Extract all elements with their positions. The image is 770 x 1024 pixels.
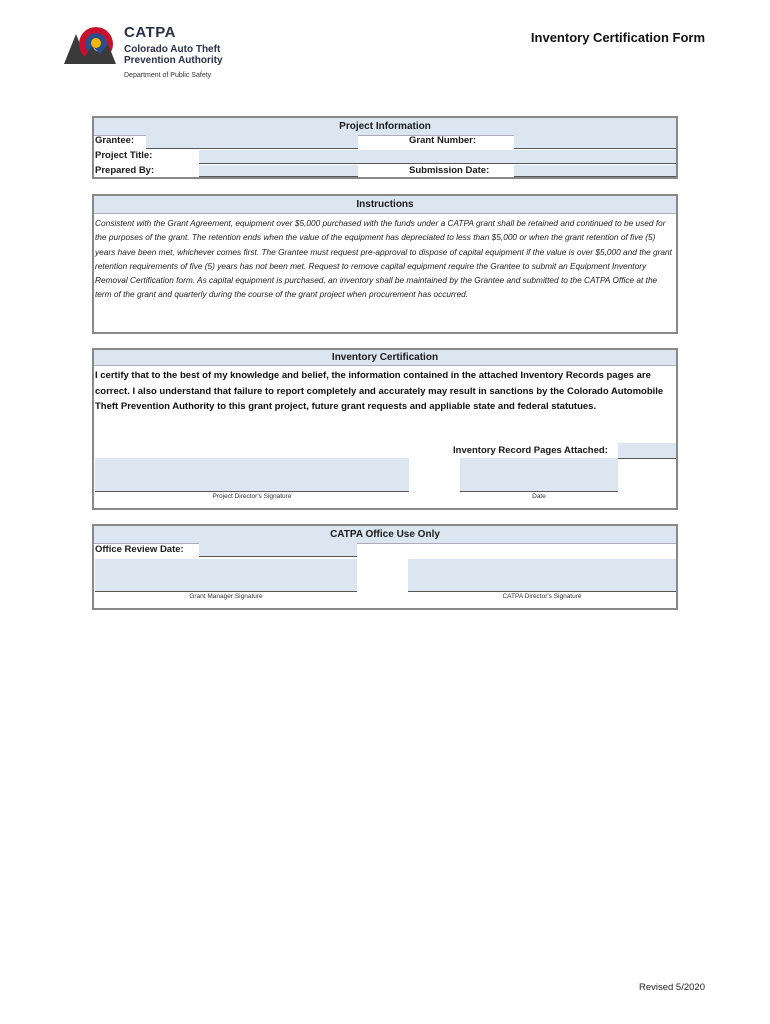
pages-attached-label: Inventory Record Pages Attached: [453,445,608,456]
department-name: Department of Public Safety [124,72,212,79]
org-name-line2: Prevention Authority [124,55,223,66]
catpa-director-signature-field[interactable] [408,559,676,592]
instructions-header: Instructions [94,196,676,214]
office-use-section [92,524,678,610]
office-use-header: CATPA Office Use Only [94,526,676,544]
project-title-field[interactable] [199,150,676,164]
certification-text: I certify that to the best of my knowledge and belief, the information contained in the attached Inventory Records pages are correct. I also understand that failure to report completely and accurately may result in sanctions by the Colorado Automobile Theft Prevention Authority to this grant project, future grant requests and appliable state and federal statutues. [95,370,664,412]
catpa-logo-icon [62,24,118,68]
org-acronym: CATPA [124,24,176,41]
grantee-field[interactable] [146,135,358,149]
director-signature-caption: Project Director's Signature [212,493,292,500]
org-name-line1: Colorado Auto Theft [124,44,221,55]
pages-attached-field[interactable] [618,443,676,459]
prepared-by-label: Prepared By: [95,165,155,176]
prepared-by-field[interactable] [199,165,358,177]
grant-manager-signature-field[interactable] [95,559,357,592]
catpa-director-signature-caption: CATPA Director's Signature [502,593,582,600]
submission-date-label: Submission Date: [409,165,490,176]
inventory-certification-header: Inventory Certification [94,350,676,366]
grant-manager-signature-caption: Grant Manager Signature [189,593,263,600]
project-information-header: Project Information [94,118,676,136]
instructions-section [92,194,678,334]
date-field[interactable] [460,458,618,492]
project-information-section [92,116,678,179]
office-review-date-label: Office Review Date: [95,544,184,555]
form-title: Inventory Certification Form [530,30,705,45]
director-signature-field[interactable] [95,458,409,492]
grantee-label: Grantee: [95,135,135,146]
submission-date-field[interactable] [514,165,676,177]
grant-number-label: Grant Number: [409,135,477,146]
catpa-logo [62,24,242,84]
inventory-certification-section [92,348,678,510]
grant-number-field[interactable] [514,135,676,149]
revision-note: Revised 5/2020 [638,982,705,993]
office-review-date-field[interactable] [199,543,357,557]
project-title-label: Project Title: [95,150,153,161]
date-caption: Date [532,493,546,500]
instructions-text: Consistent with the Grant Agreement, equipment over $5,000 purchased with the funds under a CATPA grant shall be retained and continued to be used for the purposes of the grant. The retention ends when the value of the equipment has depreciated to less than $5,000 or when the grant retention of five (5) years have been met, whichever comes first. The Grantee must request pre-approval to dispose of capital equipment if the value is over $5,000 and the grant retention requirements of five (5) years has not been met. Request to remove capital equipment require the Grantee to submit an Equipment Inventory Removal Certification form. As capital equipment is purchased, an inventory shall be maintained by the Grantee and submitted to the CATPA Office at the term of the grant and quarterly during the course of the grant project when procurement has occurred. [95,218,672,300]
